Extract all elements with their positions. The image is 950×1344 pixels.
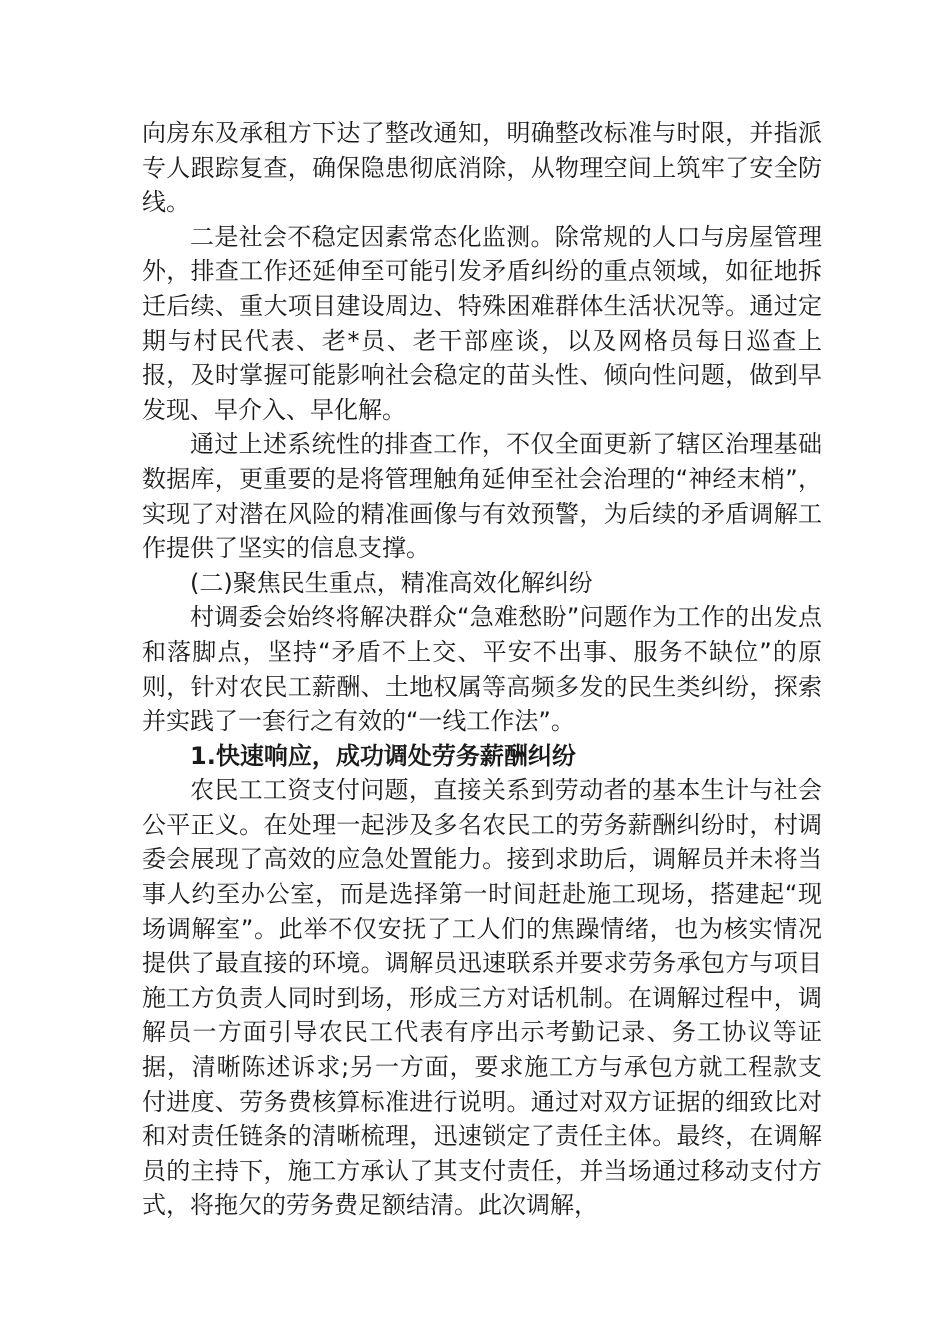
paragraph-case: 农民工工资支付问题，直接关系到劳动者的基本生计与社会公平正义。在处理一起涉及多名农民工的劳务薪酬纠纷时，村调委会展现了高效的应急处置能力。接到求助后，调解员并未将当事人约至办公室，而是选择第一时间赶赴施工现场，搭建起“现场调解室”。此举不仅安抚了工人们的焦躁情绪，也为核实情况提供了最直接的环境。调解员迅速联系并要求劳务承包方与项目施工方负责人同时到场，形成三方对话机制。在调解过程中，调解员一方面引导农民工代表有序出示考勤记录、务工协议等证据，清晰陈述诉求;另一方面，要求施工方与承包方就工程款支付进度、劳务费核算标准进行说明。通过对双方证据的细致比对和对责任链条的清晰梳理，迅速锁定了责任主体。最终，在调解员的主持下，施工方承认了其支付责任，并当场通过移动支付方式，将拖欠的劳务费足额结清。此次调解， xyxy=(142,776,822,1220)
paragraph-continuation: 向房东及承租方下达了整改通知，明确整改标准与时限，并指派专人跟踪复查，确保隐患彻底消除，从物理空间上筑牢了安全防线。 xyxy=(142,119,822,217)
paragraph-summary: 通过上述系统性的排查工作，不仅全面更新了辖区治理基础数据库，更重要的是将管理触角延伸至社会治理的“神经末梢”，实现了对潜在风险的精准画像与有效预警，为后续的矛盾调解工作提供了坚实的信息支撑。 xyxy=(142,430,822,563)
subsection-heading: 1.快速响应，成功调处劳务薪酬纠纷 xyxy=(190,741,576,770)
section-heading: (二)聚焦民生重点，精准高效化解纠纷 xyxy=(190,568,593,597)
paragraph-point-two: 二是社会不稳定因素常态化监测。除常规的人口与房屋管理外，排查工作还延伸至可能引发矛盾纠纷的重点领域，如征地拆迁后续、重大项目建设周边、特殊困难群体生活状况等。通过定期与村民代表、老*员、老干部座谈，以及网格员每日巡查上报，及时掌握可能影响社会稳定的苗头性、倾向性问题，做到早发现、早介入、早化解。 xyxy=(142,222,822,424)
paragraph-intro: 村调委会始终将解决群众“急难愁盼”问题作为工作的出发点和落脚点，坚持“矛盾不上交、平安不出事、服务不缺位”的原则，针对农民工薪酬、土地权属等高频多发的民生类纠纷，探索并实践了一套行之有效的“一线工作法”。 xyxy=(142,603,822,736)
document-body xyxy=(142,116,822,1223)
